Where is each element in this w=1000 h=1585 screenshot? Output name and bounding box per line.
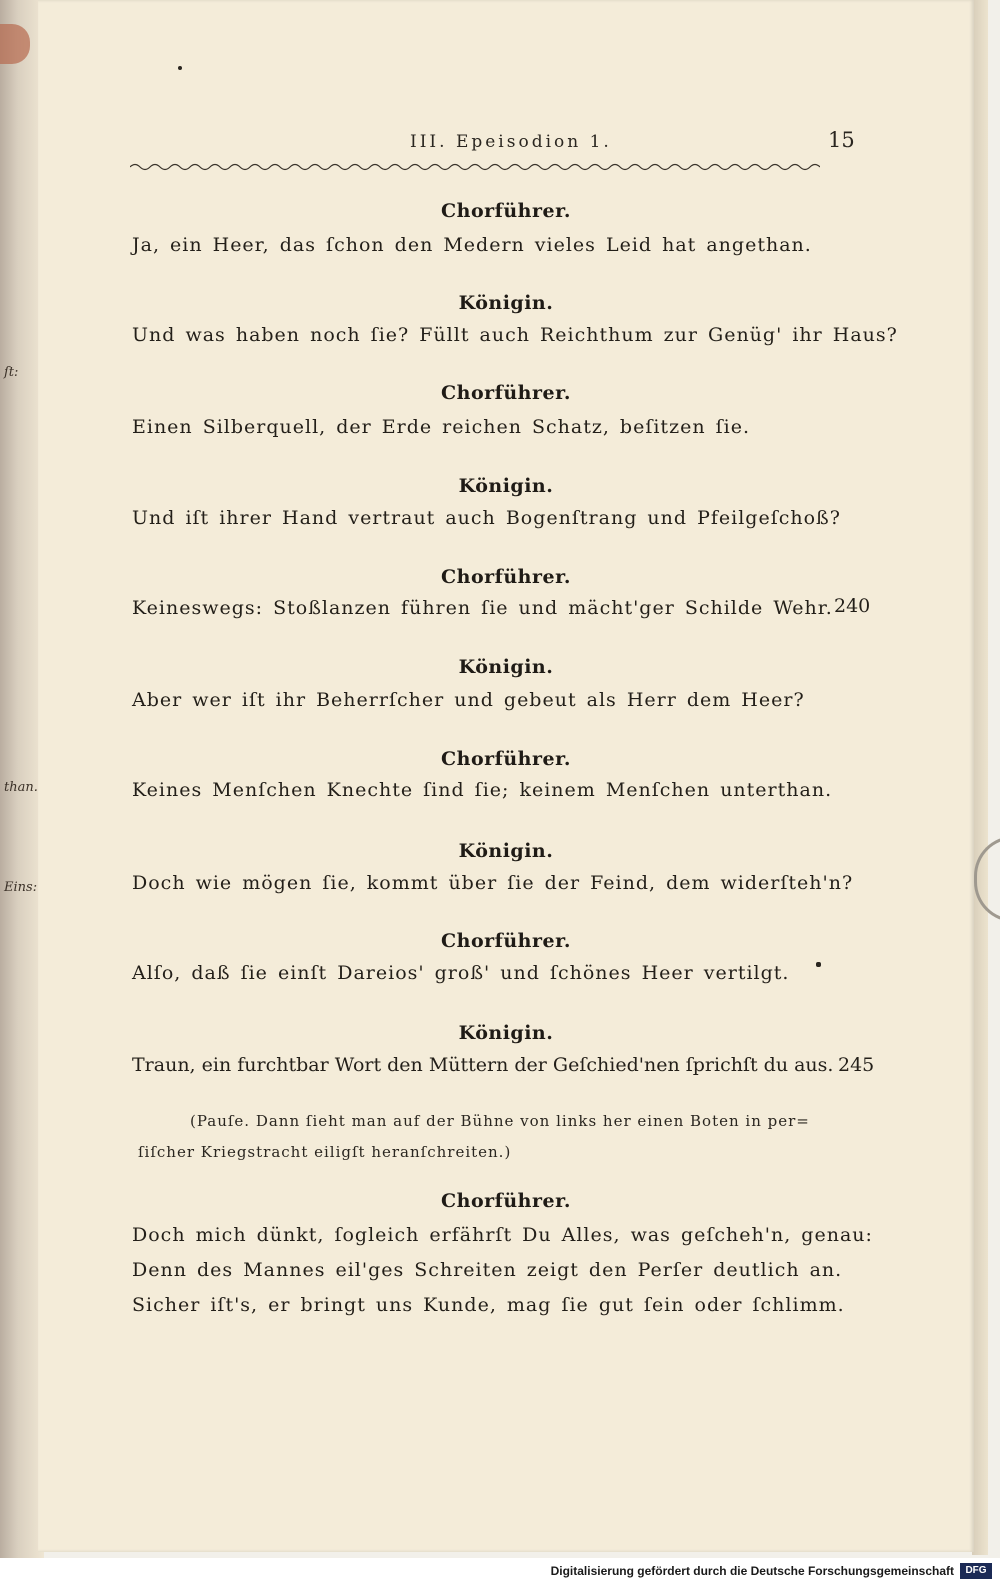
left-page-fragment: than. bbox=[4, 780, 38, 795]
speaker-heading: Königin. bbox=[458, 292, 554, 314]
line-number: 240 bbox=[834, 595, 871, 617]
stage-direction bbox=[138, 1106, 828, 1168]
speaker-heading: Königin. bbox=[458, 1022, 554, 1044]
stage-direction-line: ſiſcher Kriegstracht eiligſt heranſchreiten.) bbox=[138, 1143, 512, 1161]
verse-line: Denn des Mannes eil'ges Schreiten zeigt den Perſer deutlich an. bbox=[132, 1259, 843, 1281]
book-page bbox=[38, 0, 974, 1552]
page-number: 15 bbox=[828, 128, 855, 152]
verse-line: Und iſt ihrer Hand vertraut auch Bogenſtrang und Pfeilgeſchoß? bbox=[132, 507, 841, 529]
line-number: 245 bbox=[838, 1054, 875, 1076]
verse-line: Sicher iſt's, er bringt uns Kunde, mag ſie gut ſein oder ſchlimm. bbox=[132, 1294, 845, 1316]
verse-line: Doch wie mögen ſie, kommt über ſie der Feind, dem widerſteh'n? bbox=[132, 872, 854, 894]
funding-credit: Digitalisierung gefördert durch die Deutsche Forschungsgemeinschaft bbox=[550, 1564, 954, 1578]
speaker-heading: Chorführer. bbox=[441, 1190, 571, 1212]
speaker-heading: Königin. bbox=[458, 475, 554, 497]
stage-direction-line: (Pauſe. Dann ſieht man auf der Bühne von links her einen Boten in per= bbox=[190, 1112, 810, 1130]
wavy-rule bbox=[130, 162, 820, 172]
left-page-fragment: ſt: bbox=[4, 365, 19, 380]
verse-line: Und was haben noch ſie? Füllt auch Reichthum zur Genüg' ihr Haus? bbox=[132, 324, 898, 346]
running-header bbox=[38, 128, 974, 162]
speck bbox=[178, 66, 182, 70]
verse-line: Keineswegs: Stoßlanzen führen ſie und mächt'ger Schilde Wehr. bbox=[132, 597, 833, 619]
verse-line: Ja, ein Heer, das ſchon den Medern vieles Leid hat angethan. bbox=[132, 234, 812, 256]
verse-line: Alſo, daß ſie einſt Dareios' groß' und ſchönes Heer vertilgt. bbox=[132, 962, 790, 984]
running-title: III. Epeisodion 1. bbox=[410, 132, 612, 152]
dfg-logo: DFG bbox=[960, 1563, 992, 1579]
speaker-heading: Chorführer. bbox=[441, 382, 571, 404]
verse-line: Aber wer iſt ihr Beherrſcher und gebeut als Herr dem Heer? bbox=[132, 689, 805, 711]
speaker-heading: Chorführer. bbox=[441, 566, 571, 588]
speaker-heading: Königin. bbox=[458, 656, 554, 678]
page-edge bbox=[972, 0, 988, 1555]
speck bbox=[816, 962, 821, 967]
speaker-heading: Chorführer. bbox=[441, 748, 571, 770]
verse-line: Einen Silberquell, der Erde reichen Schatz, beſitzen ſie. bbox=[132, 416, 750, 438]
speaker-heading: Chorführer. bbox=[441, 200, 571, 222]
verse-line: Keines Menſchen Knechte ſind ſie; keinem Menſchen unterthan. bbox=[132, 779, 833, 801]
verse-line: Doch mich dünkt, ſogleich erfährſt Du Alles, was geſcheh'n, genau: bbox=[132, 1224, 873, 1246]
speaker-heading: Chorführer. bbox=[441, 930, 571, 952]
speaker-heading: Königin. bbox=[458, 840, 554, 862]
left-page-fragment: Eins: bbox=[4, 880, 38, 895]
binding-edge bbox=[0, 24, 30, 64]
verse-line: Traun, ein furchtbar Wort den Müttern der Geſchied'nen ſprichſt du aus. bbox=[132, 1054, 834, 1076]
